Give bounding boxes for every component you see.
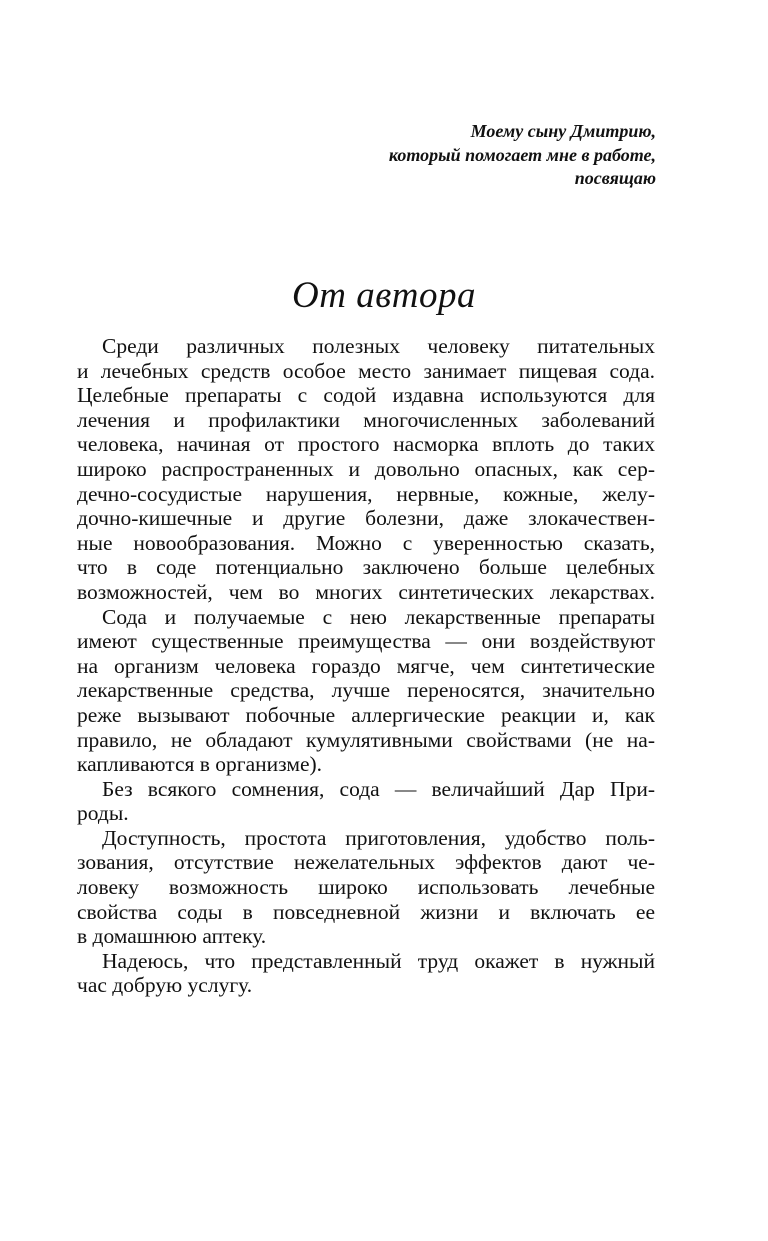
dedication-line: посвящаю: [574, 168, 656, 188]
text-line: капливаются в организме).: [77, 752, 323, 777]
text-line: лечения и профилактики многочисленных заболеваний: [77, 407, 655, 432]
text-line: Целебные препараты с содой издавна используются для: [77, 383, 655, 408]
text-line: Среди различных полезных человеку питательных: [102, 334, 655, 358]
text-line: широко распространенных и довольно опасных, как сер-: [77, 456, 655, 481]
text-line: возможностей, чем во многих синтетических лекарствах.: [77, 579, 655, 604]
text-line: ловеку возможность широко использовать лечебные: [77, 875, 655, 900]
text-line: роды.: [77, 801, 129, 826]
text-line: в домашнюю аптеку.: [77, 924, 267, 949]
text-line: час добрую услугу.: [77, 973, 253, 998]
text-line: на организм человека гораздо мягче, чем синтетические: [77, 653, 655, 678]
text-line: человека, начиная от простого насморка вплоть до таких: [77, 432, 655, 457]
text-line: дочно-кишечные и другие болезни, даже злокачествен-: [77, 506, 655, 531]
text-line: зования, отсутствие нежелательных эффектов дают че-: [77, 850, 655, 875]
text-line: Без всякого сомнения, сода — величайший Дар При-: [102, 776, 655, 801]
text-line: что в соде потенциально заключено больше целебных: [77, 555, 655, 580]
text-line: Сода и получаемые с нею лекарственные препараты: [102, 604, 655, 629]
text-line: дечно-сосудистые нарушения, нервные, кожные, желу-: [77, 481, 655, 506]
text-line: Надеюсь, что представленный труд окажет в нужный: [102, 948, 655, 973]
paragraph: [77, 777, 655, 826]
text-line: лекарственные средства, лучше переносятся, значительно: [77, 678, 655, 703]
text-line: свойства соды в повседневной жизни и включать ее: [77, 899, 655, 924]
paragraph: [77, 949, 655, 998]
text-line: имеют существенные преимущества — они воздействуют: [77, 629, 655, 654]
body-text: [77, 334, 655, 998]
text-line: Доступность, простота приготовления, удобство поль-: [102, 825, 655, 850]
text-line: правило, не обладают кумулятивными свойствами (не на-: [77, 727, 655, 752]
paragraph: [77, 334, 655, 605]
dedication: [389, 120, 656, 191]
dedication-line: который помогает мне в работе,: [388, 144, 656, 165]
text-line: ные новообразования. Можно с уверенностью сказать,: [77, 530, 655, 555]
paragraph: [77, 605, 655, 777]
text-line: и лечебных средств особое место занимает пищевая сода.: [77, 358, 655, 383]
paragraph: [77, 826, 655, 949]
dedication-line: Моему сыну Дмитрию,: [470, 121, 656, 141]
chapter-heading: От автора: [292, 275, 476, 316]
text-line: реже вызывают побочные аллергические реакции и, как: [77, 702, 655, 727]
